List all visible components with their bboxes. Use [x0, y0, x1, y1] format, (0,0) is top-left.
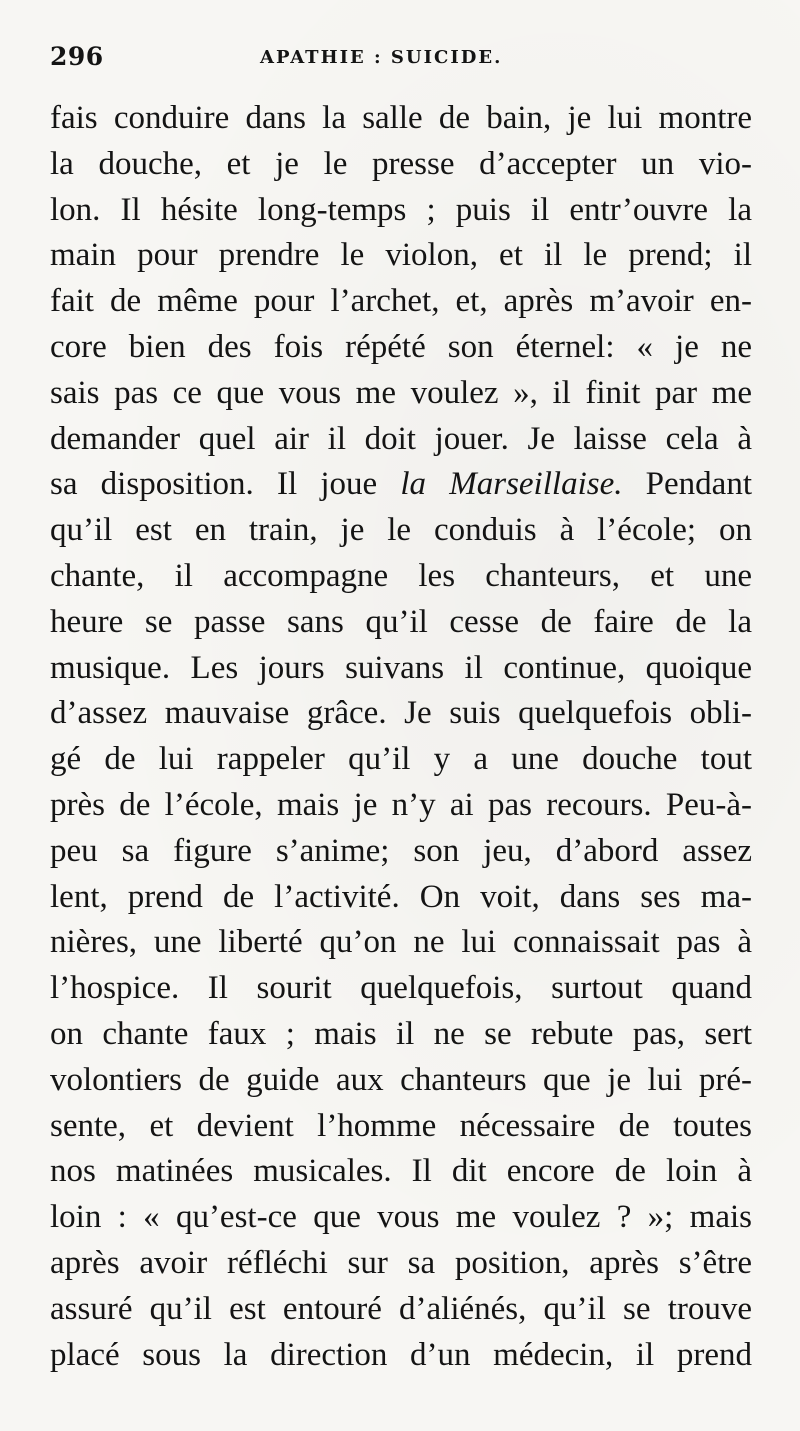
text-line: nos matinées musicales. Il dit encore de loin à [50, 1153, 752, 1190]
text-line: fait de même pour l’archet, et, après m’avoir en- [50, 283, 752, 320]
text-line-with-italic [50, 462, 752, 508]
body-text [50, 96, 752, 1378]
text-line: qu’il est en train, je le conduis à l’école; on [50, 512, 752, 549]
text-line: lon. Il hésite long-temps ; puis il entr’ouvre la [50, 191, 752, 228]
text-line: musique. Les jours suivans il continue, quoique [50, 649, 752, 686]
text-line: gé de lui rappeler qu’il y a une douche tout [50, 741, 752, 778]
text-line: fais conduire dans la salle de bain, je lui montre [50, 100, 752, 136]
text-line: core bien des fois répété son éternel: « je ne [50, 328, 752, 365]
text-line: main pour prendre le violon, et il le prend; il [50, 237, 752, 274]
text-line: près de l’école, mais je n’y ai pas recours. Peu-à- [50, 786, 752, 823]
text-line: la douche, et je le presse d’accepter un vio- [50, 145, 752, 182]
running-title: APATHIE : SUICIDE. [260, 47, 503, 68]
text-line: volontiers de guide aux chanteurs que je lui pré- [50, 1061, 752, 1098]
text-segment: Pendant [622, 466, 752, 503]
text-line: lent, prend de l’activité. On voit, dans ses ma- [50, 878, 752, 915]
text-line: loin : « qu’est-ce que vous me voulez ? »; mais [50, 1199, 752, 1236]
text-line: demander quel air il doit jouer. Je laisse cela à [50, 420, 752, 457]
text-line: placé sous la direction d’un médecin, il prend [50, 1336, 752, 1373]
text-segment: sa disposition. Il joue [50, 466, 401, 503]
text-line: on chante faux ; mais il ne se rebute pas, sert [50, 1015, 752, 1052]
text-line: sais pas ce que vous me voulez », il finit par me [50, 374, 752, 411]
text-line: nières, une liberté qu’on ne lui connaissait pas à [50, 924, 752, 961]
text-line: après avoir réfléchi sur sa position, après s’être [50, 1244, 752, 1281]
text-line: assuré qu’il est entouré d’aliénés, qu’il se trouve [50, 1290, 752, 1327]
page-header [50, 42, 750, 82]
text-line: peu sa figure s’anime; son jeu, d’abord assez [50, 832, 752, 869]
text-line: l’hospice. Il sourit quelquefois, surtout quand [50, 970, 752, 1007]
text-line: heure se passe sans qu’il cesse de faire de la [50, 603, 752, 640]
page-number: 296 [50, 42, 104, 71]
text-line: sente, et devient l’homme nécessaire de toutes [50, 1107, 752, 1144]
italic-title: la Marseillaise. [400, 466, 623, 503]
text-line: d’assez mauvaise grâce. Je suis quelquefois obli- [50, 695, 752, 732]
text-line: chante, il accompagne les chanteurs, et une [50, 557, 752, 594]
